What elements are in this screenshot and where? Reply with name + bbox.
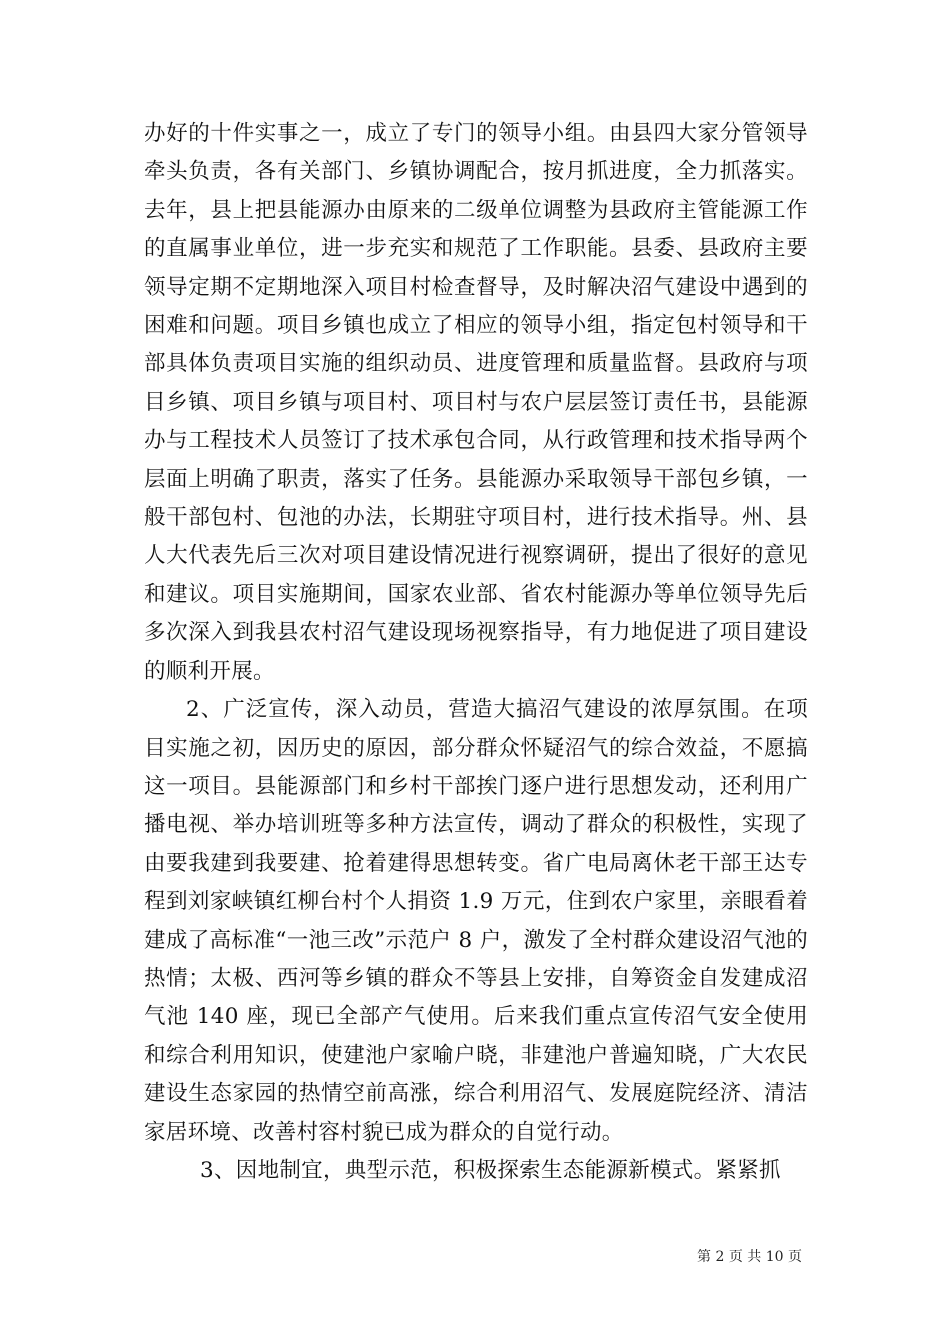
paragraph-section-3: 3、因地制宜，典型示范，积极探索生态能源新模式。紧紧抓	[200, 1157, 781, 1183]
paragraph-section-2: 2、广泛宣传，深入动员，营造大搞沼气建设的浓厚氛围。在项目实施之初，因历史的原因，部分群众怀疑沼气的综合效益，不愿搞这一项目。县能源部门和乡村干部挨门逐户进行思想发动，还利用广播电视、举办培训班等多种方法宣传，调动了群众的积极性，实现了由要我建到我要建、抢着建得思想转变。省广电局离休老干部王达专程到刘家峡镇红柳台村个人捐资 1.9 万元，住到农户家里，亲眼看着建成了高标准“一池三改”示范户 8 户，激发了全村群众建设沼气池的热情；太极、西河等乡镇的群众不等县上安排，自筹资金自发建成沼气池 140 座，现已全部产气使用。后来我们重点宣传沼气安全使用和综合利用知识，使建池户家喻户晓，非建池户普遍知晓，广大农民建设生态家园的热情空前高涨，综合利用沼气、发展庭院经济、清洁家居环境、改善村容村貌已成为群众的自觉行动。	[144, 697, 808, 1145]
document-body	[144, 115, 808, 1190]
paragraph-continuation: 办好的十件实事之一，成立了专门的领导小组。由县四大家分管领导牵头负责，各有关部门、乡镇协调配合，按月抓进度，全力抓落实。去年，县上把县能源办由原来的二级单位调整为县政府主管能源工作的直属事业单位，进一步充实和规范了工作职能。县委、县政府主要领导定期不定期地深入项目村检查督导，及时解决沼气建设中遇到的困难和问题。项目乡镇也成立了相应的领导小组，指定包村领导和干部具体负责项目实施的组织动员、进度管理和质量监督。县政府与项目乡镇、项目乡镇与项目村、项目村与农户层层签订责任书，县能源办与工程技术人员签订了技术承包合同，从行政管理和技术指导两个层面上明确了职责，落实了任务。县能源办采取领导干部包乡镇，一般干部包村、包池的办法，长期驻守项目村，进行技术指导。州、县人大代表先后三次对项目建设情况进行视察调研，提出了很好的意见和建议。项目实施期间，国家农业部、省农村能源办等单位领导先后多次深入到我县农村沼气建设现场视察指导，有力地促进了项目建设的顺利开展。	[144, 121, 808, 684]
page-number-footer: 第 2 页 共 10 页	[697, 1249, 802, 1265]
